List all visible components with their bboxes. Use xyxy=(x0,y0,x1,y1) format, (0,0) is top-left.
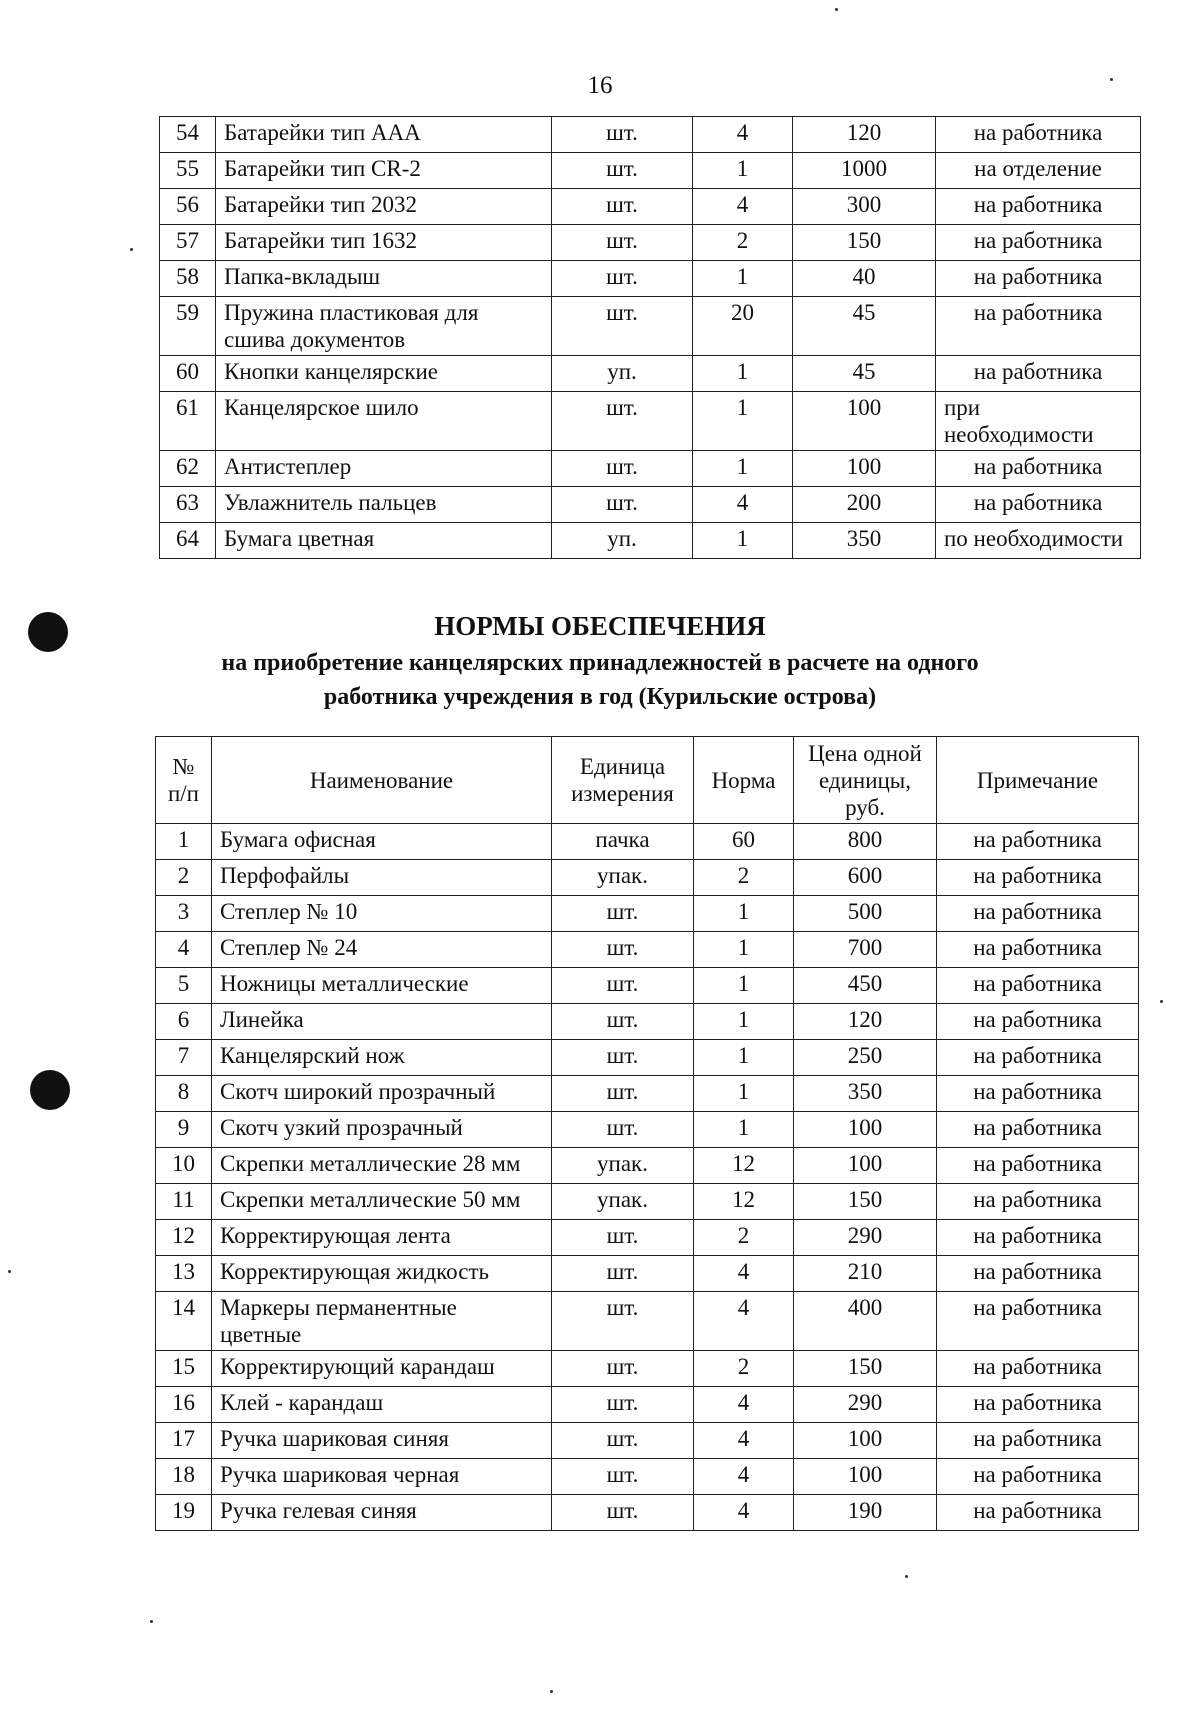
item-price: 350 xyxy=(793,523,936,559)
item-unit: уп. xyxy=(552,523,693,559)
item-note: на работника xyxy=(936,189,1141,225)
item-unit: шт. xyxy=(552,1112,694,1148)
item-name: Маркеры перманентные цветные xyxy=(212,1292,552,1351)
table-row xyxy=(156,1112,1139,1148)
row-number: 56 xyxy=(160,189,216,225)
table-row xyxy=(156,1459,1139,1495)
row-number: 59 xyxy=(160,297,216,356)
item-note: на работника xyxy=(936,261,1141,297)
row-number: 58 xyxy=(160,261,216,297)
item-name: Клей - карандаш xyxy=(212,1387,552,1423)
table-row xyxy=(160,225,1141,261)
item-price: 290 xyxy=(794,1220,937,1256)
item-note: на работника xyxy=(936,356,1141,392)
header-norm: Норма xyxy=(694,737,794,824)
row-number: 15 xyxy=(156,1351,212,1387)
item-name: Антистеплер xyxy=(216,451,552,487)
item-unit: шт. xyxy=(552,261,693,297)
item-price: 120 xyxy=(793,117,936,153)
item-norm: 60 xyxy=(694,824,794,860)
item-norm: 4 xyxy=(693,117,793,153)
table-row xyxy=(160,261,1141,297)
item-norm: 4 xyxy=(694,1495,794,1531)
item-norm: 1 xyxy=(694,1004,794,1040)
table-row xyxy=(160,451,1141,487)
item-name: Линейка xyxy=(212,1004,552,1040)
item-note: на работника xyxy=(937,1495,1139,1531)
item-note: на работника xyxy=(937,1220,1139,1256)
item-price: 150 xyxy=(793,225,936,261)
table-row xyxy=(156,1040,1139,1076)
item-price: 300 xyxy=(793,189,936,225)
table-row xyxy=(160,487,1141,523)
table-row xyxy=(156,860,1139,896)
item-note: на работника xyxy=(937,1351,1139,1387)
item-norm: 1 xyxy=(694,968,794,1004)
item-unit: шт. xyxy=(552,451,693,487)
item-name: Пружина пластиковая для сшива документов xyxy=(216,297,552,356)
item-price: 100 xyxy=(794,1112,937,1148)
item-norm: 1 xyxy=(694,1040,794,1076)
item-price: 100 xyxy=(794,1148,937,1184)
item-note: на работника xyxy=(937,1040,1139,1076)
row-number: 5 xyxy=(156,968,212,1004)
item-norm: 4 xyxy=(694,1387,794,1423)
item-unit: шт. xyxy=(552,1220,694,1256)
header-row xyxy=(156,737,1139,824)
item-unit: шт. xyxy=(552,487,693,523)
item-norm: 1 xyxy=(693,153,793,189)
row-number: 8 xyxy=(156,1076,212,1112)
item-price: 800 xyxy=(794,824,937,860)
item-unit: шт. xyxy=(552,189,693,225)
item-note: на работника xyxy=(937,1004,1139,1040)
item-unit: шт. xyxy=(552,1351,694,1387)
item-note: на работника xyxy=(937,1256,1139,1292)
item-price: 250 xyxy=(794,1040,937,1076)
item-unit: шт. xyxy=(552,297,693,356)
item-name: Скотч узкий прозрачный xyxy=(212,1112,552,1148)
item-name: Бумага цветная xyxy=(216,523,552,559)
item-name: Ручка шариковая черная xyxy=(212,1459,552,1495)
norms-title: НОРМЫ ОБЕСПЕЧЕНИЯ xyxy=(434,611,766,641)
row-number: 19 xyxy=(156,1495,212,1531)
row-number: 3 xyxy=(156,896,212,932)
table-row xyxy=(156,1076,1139,1112)
continuation-table xyxy=(159,116,1141,559)
item-unit: шт. xyxy=(552,1076,694,1112)
scan-speck xyxy=(1160,1000,1163,1003)
item-unit: шт. xyxy=(552,1423,694,1459)
scan-speck xyxy=(150,1620,153,1623)
table-row xyxy=(156,896,1139,932)
punch-hole xyxy=(30,1070,70,1110)
item-price: 100 xyxy=(793,451,936,487)
header-name: Наименование xyxy=(212,737,552,824)
item-name: Канцелярское шило xyxy=(216,392,552,451)
item-note: на работника xyxy=(937,968,1139,1004)
item-note: на работника xyxy=(936,451,1141,487)
item-price: 200 xyxy=(793,487,936,523)
row-number: 16 xyxy=(156,1387,212,1423)
row-number: 11 xyxy=(156,1184,212,1220)
row-number: 64 xyxy=(160,523,216,559)
item-unit: шт. xyxy=(552,117,693,153)
table-row xyxy=(160,189,1141,225)
item-norm: 12 xyxy=(694,1148,794,1184)
item-price: 500 xyxy=(794,896,937,932)
item-price: 400 xyxy=(794,1292,937,1351)
item-price: 210 xyxy=(794,1256,937,1292)
scan-speck xyxy=(550,1690,553,1693)
item-unit: шт. xyxy=(552,392,693,451)
item-note: по необходимости xyxy=(936,523,1141,559)
item-unit: шт. xyxy=(552,1004,694,1040)
item-unit: пачка xyxy=(552,824,694,860)
scan-speck xyxy=(905,1575,908,1578)
table-row xyxy=(156,1148,1139,1184)
item-price: 350 xyxy=(794,1076,937,1112)
item-price: 100 xyxy=(794,1423,937,1459)
header-note: Примечание xyxy=(937,737,1139,824)
item-note: на отделение xyxy=(936,153,1141,189)
row-number: 62 xyxy=(160,451,216,487)
item-name: Перфофайлы xyxy=(212,860,552,896)
row-number: 55 xyxy=(160,153,216,189)
item-price: 45 xyxy=(793,356,936,392)
row-number: 60 xyxy=(160,356,216,392)
item-norm: 1 xyxy=(693,261,793,297)
row-number: 12 xyxy=(156,1220,212,1256)
item-note: при необходимости xyxy=(936,392,1141,451)
item-unit: упак. xyxy=(552,860,694,896)
item-note: на работника xyxy=(936,297,1141,356)
item-name: Степлер № 24 xyxy=(212,932,552,968)
table-row xyxy=(156,1292,1139,1351)
item-name: Скотч широкий прозрачный xyxy=(212,1076,552,1112)
scan-speck xyxy=(835,8,838,11)
scan-speck xyxy=(130,248,133,251)
table-row xyxy=(156,968,1139,1004)
item-note: на работника xyxy=(937,1459,1139,1495)
item-name: Корректирующий карандаш xyxy=(212,1351,552,1387)
item-unit: шт. xyxy=(552,932,694,968)
item-norm: 4 xyxy=(694,1256,794,1292)
item-unit: шт. xyxy=(552,225,693,261)
item-name: Ручка шариковая синяя xyxy=(212,1423,552,1459)
row-number: 6 xyxy=(156,1004,212,1040)
header-num: № п/п xyxy=(156,737,212,824)
item-price: 120 xyxy=(794,1004,937,1040)
item-norm: 2 xyxy=(694,1220,794,1256)
norms-table-body xyxy=(156,824,1139,1531)
item-price: 45 xyxy=(793,297,936,356)
table-row xyxy=(156,1256,1139,1292)
item-note: на работника xyxy=(937,1112,1139,1148)
scan-speck xyxy=(8,1270,11,1273)
header-price: Цена одной единицы, руб. xyxy=(794,737,937,824)
row-number: 13 xyxy=(156,1256,212,1292)
item-unit: уп. xyxy=(552,356,693,392)
row-number: 10 xyxy=(156,1148,212,1184)
item-norm: 1 xyxy=(693,523,793,559)
row-number: 1 xyxy=(156,824,212,860)
item-unit: шт. xyxy=(552,896,694,932)
item-name: Батарейки тип 1632 xyxy=(216,225,552,261)
item-name: Степлер № 10 xyxy=(212,896,552,932)
table-row xyxy=(160,153,1141,189)
item-price: 100 xyxy=(794,1459,937,1495)
table-row xyxy=(160,523,1141,559)
item-unit: шт. xyxy=(552,1256,694,1292)
item-note: на работника xyxy=(936,487,1141,523)
item-price: 1000 xyxy=(793,153,936,189)
item-name: Корректирующая лента xyxy=(212,1220,552,1256)
item-name: Увлажнитель пальцев xyxy=(216,487,552,523)
table-row xyxy=(160,117,1141,153)
item-price: 190 xyxy=(794,1495,937,1531)
row-number: 57 xyxy=(160,225,216,261)
item-norm: 12 xyxy=(694,1184,794,1220)
table-row xyxy=(156,1387,1139,1423)
table-row xyxy=(156,1351,1139,1387)
table-row xyxy=(156,1004,1139,1040)
item-name: Канцелярский нож xyxy=(212,1040,552,1076)
header-unit: Единица измерения xyxy=(552,737,694,824)
item-name: Батарейки тип CR-2 xyxy=(216,153,552,189)
item-unit: шт. xyxy=(552,1292,694,1351)
item-note: на работника xyxy=(937,1387,1139,1423)
item-norm: 1 xyxy=(693,392,793,451)
row-number: 61 xyxy=(160,392,216,451)
item-note: на работника xyxy=(937,1076,1139,1112)
row-number: 7 xyxy=(156,1040,212,1076)
item-name: Скрепки металлические 50 мм xyxy=(212,1184,552,1220)
continuation-table-body xyxy=(160,117,1141,559)
item-norm: 2 xyxy=(694,860,794,896)
row-number: 2 xyxy=(156,860,212,896)
item-name: Скрепки металлические 28 мм xyxy=(212,1148,552,1184)
norms-subtitle-line-1: на приобретение канцелярских принадлежностей в расчете на одного xyxy=(221,650,979,676)
table-row xyxy=(156,1495,1139,1531)
item-note: на работника xyxy=(937,1292,1139,1351)
item-name: Ручка гелевая синяя xyxy=(212,1495,552,1531)
item-price: 150 xyxy=(794,1351,937,1387)
item-note: на работника xyxy=(937,896,1139,932)
table-row xyxy=(156,932,1139,968)
item-norm: 4 xyxy=(694,1459,794,1495)
item-name: Корректирующая жидкость xyxy=(212,1256,552,1292)
item-unit: шт. xyxy=(552,1040,694,1076)
item-note: на работника xyxy=(937,1423,1139,1459)
item-price: 100 xyxy=(793,392,936,451)
item-norm: 1 xyxy=(694,932,794,968)
item-price: 600 xyxy=(794,860,937,896)
table-row xyxy=(160,297,1141,356)
row-number: 4 xyxy=(156,932,212,968)
item-name: Папка-вкладыш xyxy=(216,261,552,297)
item-name: Батарейки тип ААА xyxy=(216,117,552,153)
item-norm: 1 xyxy=(694,1076,794,1112)
item-norm: 20 xyxy=(693,297,793,356)
table-row xyxy=(156,824,1139,860)
table-row xyxy=(160,356,1141,392)
row-number: 17 xyxy=(156,1423,212,1459)
item-norm: 1 xyxy=(693,356,793,392)
item-norm: 2 xyxy=(694,1351,794,1387)
item-note: на работника xyxy=(937,860,1139,896)
table-row xyxy=(156,1423,1139,1459)
item-norm: 4 xyxy=(693,189,793,225)
norms-subtitle-line-2: работника учреждения в год (Курильские острова) xyxy=(323,684,877,710)
table-row xyxy=(160,392,1141,451)
item-norm: 4 xyxy=(694,1423,794,1459)
item-note: на работника xyxy=(936,117,1141,153)
item-price: 290 xyxy=(794,1387,937,1423)
item-unit: шт. xyxy=(552,1495,694,1531)
item-price: 40 xyxy=(793,261,936,297)
item-name: Кнопки канцелярские xyxy=(216,356,552,392)
item-name: Батарейки тип 2032 xyxy=(216,189,552,225)
item-note: на работника xyxy=(936,225,1141,261)
item-price: 450 xyxy=(794,968,937,1004)
item-unit: упак. xyxy=(552,1184,694,1220)
item-unit: шт. xyxy=(552,1459,694,1495)
item-norm: 4 xyxy=(693,487,793,523)
item-unit: упак. xyxy=(552,1148,694,1184)
item-note: на работника xyxy=(937,1184,1139,1220)
row-number: 14 xyxy=(156,1292,212,1351)
item-norm: 1 xyxy=(693,451,793,487)
item-norm: 2 xyxy=(693,225,793,261)
table-row xyxy=(156,1220,1139,1256)
norms-table xyxy=(155,736,1139,1531)
item-unit: шт. xyxy=(552,153,693,189)
item-note: на работника xyxy=(937,824,1139,860)
row-number: 9 xyxy=(156,1112,212,1148)
table-row xyxy=(156,1184,1139,1220)
item-unit: шт. xyxy=(552,968,694,1004)
row-number: 63 xyxy=(160,487,216,523)
item-norm: 4 xyxy=(694,1292,794,1351)
item-price: 700 xyxy=(794,932,937,968)
item-note: на работника xyxy=(937,932,1139,968)
item-note: на работника xyxy=(937,1148,1139,1184)
item-norm: 1 xyxy=(694,896,794,932)
page-number: 16 xyxy=(587,72,613,99)
item-norm: 1 xyxy=(694,1112,794,1148)
norms-subtitle xyxy=(0,646,1200,714)
item-unit: шт. xyxy=(552,1387,694,1423)
item-price: 150 xyxy=(794,1184,937,1220)
item-name: Бумага офисная xyxy=(212,824,552,860)
row-number: 18 xyxy=(156,1459,212,1495)
row-number: 54 xyxy=(160,117,216,153)
item-name: Ножницы металлические xyxy=(212,968,552,1004)
